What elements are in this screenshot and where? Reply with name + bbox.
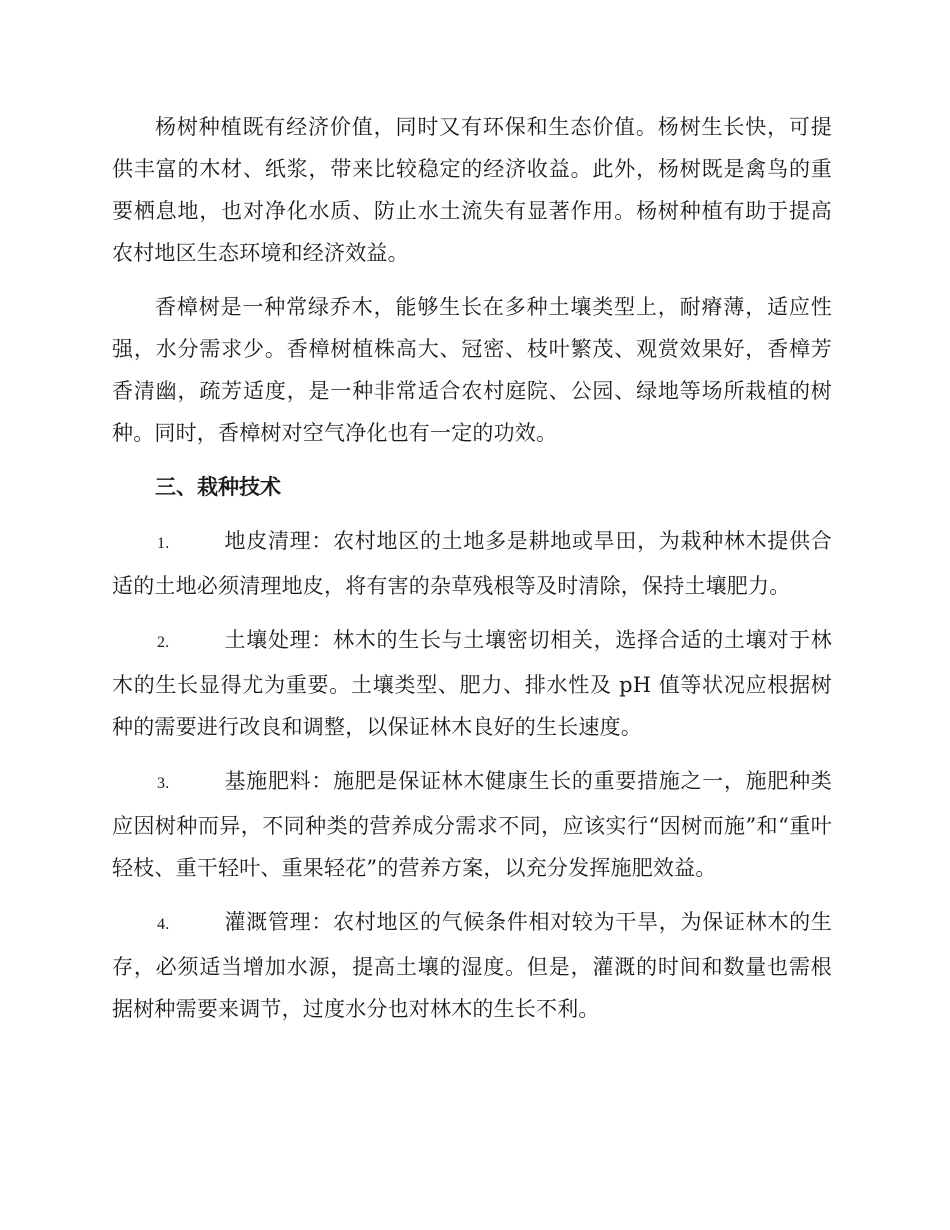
list-item-text: 地皮清理：农村地区的土地多是耕地或旱田，为栽种林木提供合适的土地必须清理地皮，将有害的杂草残根等及时清除，保持土壤肥力。	[112, 529, 832, 598]
list-item-text: 灌溉管理：农村地区的气候条件相对较为干旱，为保证林木的生存，必须适当增加水源，提高土壤的湿度。但是，灌溉的时间和数量也需根据树种需要来调节，过度水分也对林木的生长不利。	[112, 910, 832, 1021]
list-item-number: 2.	[157, 634, 170, 651]
list-item-number: 4.	[157, 916, 170, 933]
list-item	[112, 901, 832, 1030]
list-item-text: 土壤处理：林木的生长与土壤密切相关，选择合适的土壤对于林木的生长显得尤为重要。土壤类型、肥力、排水性及 pH 值等状况应根据树种的需要进行改良和调整，以保证林木良好的生长速度。	[112, 628, 832, 739]
list-item-text: 基施肥料：施肥是保证林木健康生长的重要措施之一，施肥种类应因树种而异，不同种类的营养成分需求不同，应该实行“因树而施”和“重叶轻枝、重干轻叶、重果轻花”的营养方案，以充分发挥施肥效益。	[112, 769, 832, 880]
document-page	[112, 106, 832, 1042]
list-item-number: 1.	[157, 535, 170, 552]
list-item	[112, 520, 832, 607]
paragraph-camphor: 香樟树是一种常绿乔木，能够生长在多种土壤类型上，耐瘠薄，适应性强，水分需求少。香樟树植株高大、冠密、枝叶繁茂、观赏效果好，香樟芳香清幽，疏芳适度，是一种非常适合农村庭院、公园、绿地等场所栽植的树种。同时，香樟树对空气净化也有一定的功效。	[112, 295, 832, 445]
section-heading: 三、栽种技术	[155, 474, 281, 499]
list-item-number: 3.	[157, 775, 170, 792]
list-item	[112, 760, 832, 889]
list-item	[112, 619, 832, 748]
paragraph-poplar: 杨树种植既有经济价值，同时又有环保和生态价值。杨树生长快，可提供丰富的木材、纸浆，带来比较稳定的经济收益。此外，杨树既是禽鸟的重要栖息地，也对净化水质、防止水土流失有显著作用。杨树种植有助于提高农村地区生态环境和经济效益。	[112, 115, 832, 265]
